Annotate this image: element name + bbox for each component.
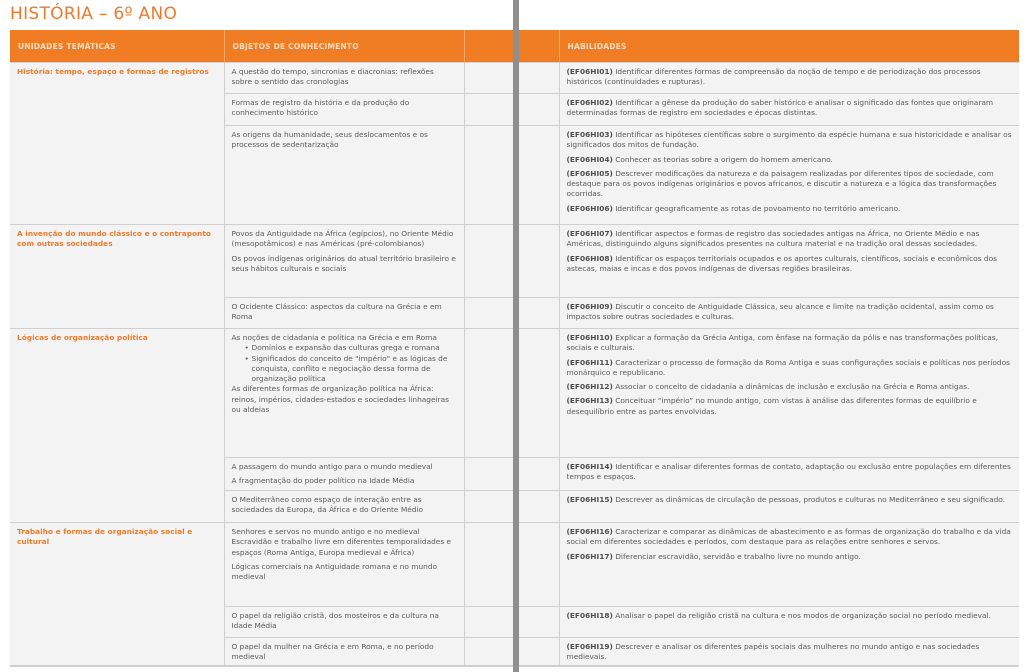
empty-cell	[464, 94, 513, 126]
empty-cell	[464, 638, 513, 666]
skill-code: (EF06HI02)	[566, 98, 613, 107]
skill-item	[567, 254, 1013, 275]
skill-code: (EF06HI10)	[566, 333, 613, 342]
unit-cell	[10, 63, 224, 225]
object-cell: As origens da humanidade, seus deslocamentos e os processos de sedentarização	[224, 126, 464, 225]
object-item: A fragmentação do poder político na Idade Média	[231, 476, 415, 486]
skill-code: (EF06HI13)	[566, 396, 613, 406]
skill-item	[567, 527, 1013, 548]
table-row	[10, 225, 513, 298]
right-table-panel	[519, 30, 1019, 666]
empty-cell	[519, 329, 559, 458]
table-row	[10, 329, 513, 458]
skill-cell	[559, 523, 1019, 607]
unit-cell	[10, 523, 224, 666]
skills-table	[519, 30, 1019, 666]
table-row	[519, 458, 1019, 491]
empty-cell	[464, 63, 513, 94]
skill-item	[567, 552, 1013, 562]
header-units: UNIDADES TEMÁTICAS	[10, 30, 224, 63]
skill-code: (EF06HI12)	[566, 382, 613, 392]
table-row	[10, 63, 513, 94]
skill-text: Identificar a gênese da produção do saber histórico e analisar o significado das fontes que originaram determinadas formas de registro em sociedades e épocas distintas.	[566, 98, 994, 118]
skill-text: Identificar aspectos e formas de registro das sociedades antigas na África, no Oriente Médio e nas Américas, distinguindo alguns significados presentes na cultura material e na tradição oral dessas sociedades.	[566, 229, 980, 249]
table-row	[519, 225, 1019, 298]
empty-cell	[464, 523, 513, 607]
unit-cell	[10, 225, 224, 329]
table-row	[519, 607, 1019, 638]
empty-cell	[519, 94, 559, 126]
empty-cell	[519, 458, 559, 491]
skill-code: (EF06HI17)	[566, 551, 613, 561]
table-row	[519, 298, 1019, 329]
skill-cell	[559, 329, 1019, 458]
object-cell	[224, 523, 464, 607]
empty-cell	[464, 298, 513, 329]
empty-cell	[519, 523, 559, 607]
unit-title: História: tempo, espaço e formas de registros	[17, 67, 209, 76]
skill-code: (EF06HI19)	[566, 642, 613, 651]
skill-item	[567, 204, 1013, 214]
skill-item	[567, 333, 1013, 354]
skill-item	[567, 382, 1013, 392]
empty-cell	[519, 607, 559, 638]
object-item: As noções de cidadania e política na Grécia e em Roma	[231, 333, 437, 342]
skill-text: Diferenciar escravidão, servidão e trabalho livre no mundo antigo.	[612, 551, 861, 561]
empty-cell	[464, 491, 513, 523]
skill-item	[567, 462, 1013, 483]
empty-cell	[519, 63, 559, 94]
object-item: Senhores e servos no mundo antigo e no medieval	[231, 527, 420, 536]
table-row	[519, 523, 1019, 607]
skill-cell	[559, 298, 1019, 329]
table-bottom-border	[519, 665, 1019, 667]
skill-text: Conceituar “império” no mundo antigo, com vistas à análise das diferentes formas de equilíbrio e desequilíbrio entre as partes envolvidas.	[566, 396, 977, 416]
skill-cell	[559, 63, 1019, 94]
table-row	[519, 94, 1019, 126]
object-item: Escravidão e trabalho livre em diferentes temporalidades e espaços (Roma Antiga, Europa medieval e África)	[231, 537, 452, 557]
skill-item	[567, 67, 1013, 88]
empty-cell	[519, 638, 559, 666]
unit-title: Trabalho e formas de organização social e cultural	[17, 527, 193, 547]
table-row	[519, 491, 1019, 523]
skill-code: (EF06HI16)	[566, 527, 613, 536]
skill-item	[567, 130, 1013, 151]
object-item: A passagem do mundo antigo para o mundo medieval	[231, 462, 433, 471]
skill-item	[567, 302, 1013, 323]
empty-cell	[464, 329, 513, 458]
empty-cell	[464, 607, 513, 638]
empty-cell	[464, 225, 513, 298]
empty-cell	[519, 298, 559, 329]
header-empty	[464, 30, 513, 63]
table-row	[519, 63, 1019, 94]
object-bullet: • Domínios e expansão das culturas grega e romana	[252, 343, 457, 353]
units-objects-table	[10, 30, 513, 666]
object-cell: Formas de registro da história e da produção do conhecimento histórico	[224, 94, 464, 126]
skill-cell	[559, 126, 1019, 225]
skill-cell	[559, 607, 1019, 638]
object-cell: A questão do tempo, sincronias e diacronias: reflexões sobre o sentido das cronologias	[224, 63, 464, 94]
object-cell	[224, 225, 464, 298]
skill-text: Caracterizar o processo de formação da Roma Antiga e suas configurações sociais e políticas nos períodos monárquico e republicano.	[566, 357, 1010, 377]
object-cell: O Mediterrâneo como espaço de interação entre as sociedades da Europa, da África e do Oriente Médio	[224, 491, 464, 523]
header-skills: HABILIDADES	[559, 30, 1019, 63]
skill-cell	[559, 225, 1019, 298]
object-cell	[224, 329, 464, 458]
header-row	[519, 30, 1019, 63]
table-row	[519, 638, 1019, 666]
skill-item	[567, 169, 1013, 200]
left-table-panel	[10, 30, 513, 666]
header-empty	[519, 30, 559, 63]
skill-text: Conhecer as teorias sobre a origem do homem americano.	[612, 154, 833, 164]
object-bullet-list	[232, 343, 457, 384]
unit-title: Lógicas de organização política	[17, 333, 148, 342]
skill-item	[567, 229, 1013, 250]
skill-text: Discutir o conceito de Antiguidade Clássica, seu alcance e limite na tradição ocidental, assim como os impactos sobre outras sociedades e culturas.	[566, 302, 994, 322]
skill-cell	[559, 491, 1019, 523]
skill-item	[567, 98, 1013, 119]
skill-code: (EF06HI04)	[566, 154, 613, 164]
object-item: Lógicas comerciais na Antiguidade romana e no mundo medieval	[231, 561, 438, 582]
skill-code: (EF06HI11)	[566, 357, 613, 367]
skill-item	[567, 358, 1013, 379]
empty-cell	[519, 491, 559, 523]
skill-cell	[559, 458, 1019, 491]
object-item: Povos da Antiguidade na África (egípcios), no Oriente Médio (mesopotâmicos) e nas Américas (pré-colombianos)	[231, 229, 454, 249]
skill-item	[567, 155, 1013, 165]
skill-code: (EF06HI05)	[566, 168, 613, 178]
skill-text: Descrever e analisar os diferentes papéis sociais das mulheres no mundo antigo e nas sociedades medievais.	[566, 642, 980, 662]
object-item: Os povos indígenas originários do atual território brasileiro e seus hábitos culturais e sociais	[231, 253, 456, 273]
skill-item	[567, 611, 1013, 621]
skill-code: (EF06HI09)	[566, 302, 613, 311]
table-row	[519, 329, 1019, 458]
skill-text: Identificar diferentes formas de compreensão da noção de tempo e de periodização dos processos históricos (continuidades e rupturas).	[566, 67, 981, 87]
skill-code: (EF06HI14)	[566, 462, 613, 471]
table-bottom-border	[10, 665, 513, 667]
object-cell: O Ocidente Clássico: aspectos da cultura na Grécia e em Roma	[224, 298, 464, 329]
skill-code: (EF06HI01)	[566, 67, 613, 76]
skill-code: (EF06HI07)	[566, 229, 613, 238]
object-cell: O papel da religião cristã, dos mosteiros e da cultura na Idade Média	[224, 607, 464, 638]
skill-text: Identificar as hipóteses científicas sobre o surgimento da espécie humana e sua historicidade e analisar os significados dos mitos de fundação.	[566, 130, 1012, 150]
object-bullet: • Significados do conceito de "império" e as lógicas de conquista, conflito e negociação dessa forma de organização política	[252, 354, 457, 385]
object-item: As diferentes formas de organização política na África: reinos, impérios, cidades-estados e sociedades linhageiras ou aldeias	[231, 384, 450, 415]
object-cell: O papel da mulher na Grécia e em Roma, e no período medieval	[224, 638, 464, 666]
empty-cell	[519, 225, 559, 298]
table-row	[10, 523, 513, 607]
skill-code: (EF06HI03)	[566, 130, 613, 139]
skill-code: (EF06HI08)	[566, 253, 613, 263]
skill-cell	[559, 94, 1019, 126]
skill-item	[567, 396, 1013, 417]
skill-cell	[559, 638, 1019, 666]
skill-text: Explicar a formação da Grécia Antiga, com ênfase na formação da pólis e nas transformações políticas, sociais e culturais.	[566, 333, 999, 353]
skill-text: Analisar o papel da religião cristã na cultura e nos modos de organização social no período medieval.	[612, 611, 991, 620]
skill-code: (EF06HI18)	[566, 611, 613, 620]
skill-item	[567, 495, 1013, 505]
unit-cell	[10, 329, 224, 523]
skill-item	[567, 642, 1013, 663]
skill-text: Identificar geograficamente as rotas de povoamento no território americano.	[612, 203, 901, 213]
header-objects: OBJETOS DE CONHECIMENTO	[224, 30, 464, 63]
skill-text: Identificar os espaços territoriais ocupados e os aportes culturais, científicos, sociais e econômicos dos astecas, maias e incas e dos povos indígenas de diversas regiões brasileiras.	[566, 253, 997, 273]
object-cell	[224, 458, 464, 491]
skill-text: Identificar e analisar diferentes formas de contato, adaptação ou exclusão entre populações em diferentes tempos e espaços.	[566, 462, 1011, 482]
unit-title: A invenção do mundo clássico e o contraponto com outras sociedades	[17, 229, 211, 249]
header-row	[10, 30, 513, 63]
skill-text: Descrever modificações da natureza e da paisagem realizadas por diferentes tipos de sociedade, com destaque para os povos indígenas originários e povos africanos, e discutir a natureza e a lógica das transformações ocorridas.	[566, 168, 997, 199]
table-row	[519, 126, 1019, 225]
empty-cell	[519, 126, 559, 225]
skill-code: (EF06HI06)	[566, 203, 613, 213]
skill-code: (EF06HI15)	[566, 495, 613, 504]
empty-cell	[464, 458, 513, 491]
skill-text: Associar o conceito de cidadania a dinâmicas de inclusão e exclusão na Grécia e Roma antigas.	[612, 382, 970, 392]
skill-text: Caracterizar e comparar as dinâmicas de abastecimento e as formas de organização do trabalho e da vida social em diferentes sociedades e períodos, com destaque para as relações entre senhores e servos.	[566, 527, 1011, 547]
page-title: HISTÓRIA – 6º ANO	[10, 4, 178, 24]
skill-text: Descrever as dinâmicas de circulação de pessoas, produtos e culturas no Mediterrâneo e seu significado.	[612, 495, 1006, 504]
empty-cell	[464, 126, 513, 225]
